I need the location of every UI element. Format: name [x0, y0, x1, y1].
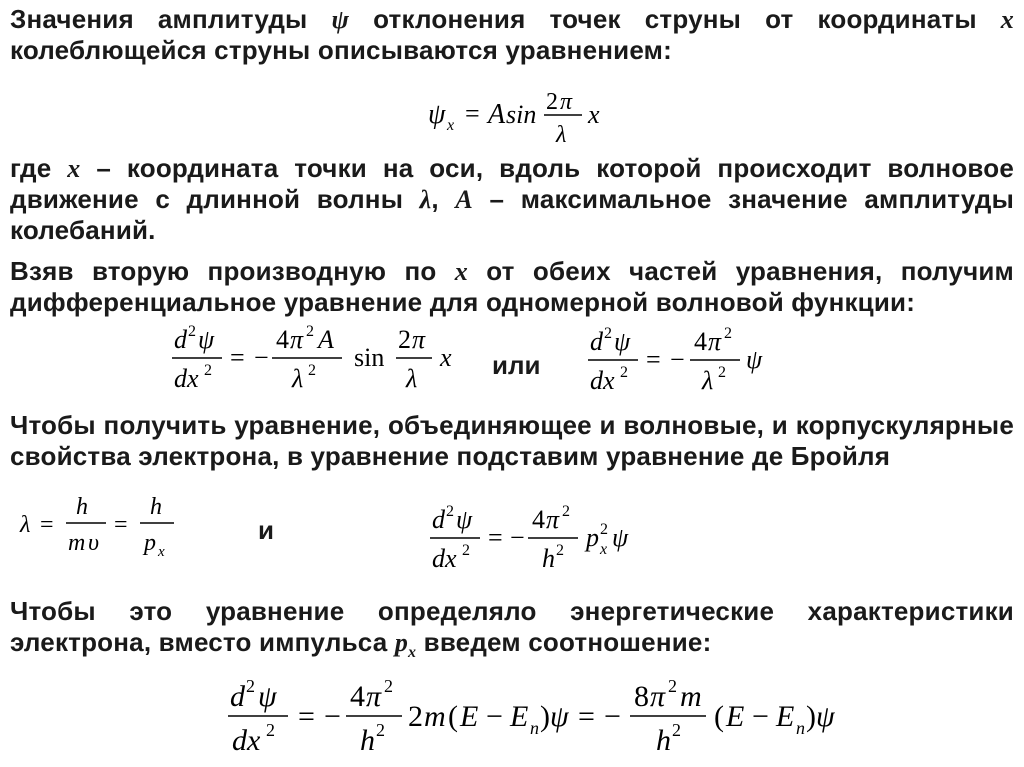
eq6-den-h: h	[360, 724, 375, 757]
eq4-equals-1: =	[40, 512, 54, 538]
eq2-num-sup2: 2	[188, 323, 196, 340]
eq4-den-m: m	[68, 530, 86, 556]
eq3-num-psi: ψ	[614, 327, 631, 356]
eq6-num-pi: π	[366, 680, 382, 713]
lambda-symbol: λ	[419, 185, 432, 214]
eq3-den-lambda: λ	[702, 366, 714, 395]
eq1-A: A	[488, 99, 506, 130]
and-word: и	[258, 515, 274, 545]
eq2-equals: =	[230, 343, 245, 372]
eq3-num-d: d	[590, 327, 603, 356]
eq4-den-v: υ	[88, 530, 100, 556]
p1-text-b: отклонения точек струны от координаты	[349, 4, 1001, 34]
equation-second-derivative-sin	[168, 318, 468, 398]
eq3-num-pi: π	[708, 327, 722, 356]
eq3-num-pi-sup2: 2	[724, 325, 732, 342]
eq6-den-sup2b: 2	[376, 720, 385, 740]
eq2-sin: sin	[354, 343, 385, 372]
eq4-den-sub-x: x	[158, 544, 165, 560]
eq3-den-sup2b: 2	[718, 364, 726, 381]
eq6-E-b: E	[726, 700, 745, 733]
eq6-E: E	[460, 700, 479, 733]
eq5-psi: ψ	[612, 523, 629, 552]
eq2-den-dx: dx	[174, 364, 199, 393]
eq6-den-sup2c: 2	[672, 720, 681, 740]
eq2-minus: −	[254, 343, 269, 372]
p3-text-a: Взяв вторую производную по	[10, 256, 455, 286]
eq6-rpar-2: )	[806, 700, 816, 733]
eq5-den-h: h	[542, 544, 555, 573]
eq6-minus-3: −	[604, 700, 621, 733]
paragraph-coordinate-explanation	[10, 153, 1014, 246]
eq6-minus-1: −	[324, 700, 341, 733]
eq6-num-pi-sup2b: 2	[668, 676, 677, 696]
eq6-num-m: m	[680, 680, 702, 713]
eq5-num-psi: ψ	[456, 505, 473, 534]
eq2-num-pi: π	[290, 325, 304, 354]
eq6-num-pi-sup2: 2	[384, 676, 393, 696]
eq2-num-psi: ψ	[198, 325, 215, 354]
eq6-equals-2: =	[578, 700, 595, 733]
eq1-num-2: 2	[546, 89, 558, 115]
eq6-den-dx: dx	[232, 724, 261, 757]
equation-energy-form	[226, 672, 876, 764]
eq1-sin: sin	[506, 100, 537, 129]
eq6-E-n-b: E	[776, 700, 795, 733]
paragraph-string-amplitude	[10, 4, 1014, 66]
eq5-p-sup2: 2	[600, 521, 608, 538]
eq5-equals: =	[488, 523, 503, 552]
eq3-num-4: 4	[694, 327, 707, 356]
eq5-num-d: d	[432, 505, 445, 534]
eq2-num-d: d	[174, 325, 187, 354]
equation-momentum-form	[428, 498, 648, 578]
A-symbol: A	[455, 185, 473, 214]
eq5-num-sup2: 2	[446, 503, 454, 520]
eq6-den-h-b: h	[656, 724, 671, 757]
p5-text-a: Чтобы это уравнение определяло энергетические характеристики электрона, вместо импульса	[10, 596, 1014, 657]
eq5-den-sup2: 2	[462, 542, 470, 559]
eq5-num-4: 4	[532, 505, 545, 534]
eq4-den-p: p	[144, 530, 156, 556]
eq6-psi-2: ψ	[816, 700, 835, 733]
eq5-den-dx: dx	[432, 544, 457, 573]
eq6-num-d: d	[230, 680, 245, 713]
x-symbol: x	[454, 257, 468, 286]
paragraph-de-broglie	[10, 410, 1014, 472]
eq5-minus: −	[510, 523, 525, 552]
eq2-num-A: A	[318, 325, 334, 354]
eq6-den-sup2: 2	[266, 720, 275, 740]
p-sub-x: x	[408, 644, 417, 662]
eq2-den-sup2: 2	[204, 362, 212, 379]
eq6-num-psi: ψ	[258, 680, 277, 713]
eq2-num-2: 2	[398, 325, 411, 354]
eq6-num-sup2: 2	[246, 676, 255, 696]
eq3-psi: ψ	[746, 345, 763, 374]
eq6-psi-1: ψ	[550, 700, 569, 733]
eq6-lpar-2: (	[714, 700, 724, 733]
eq2-x: x	[440, 343, 452, 372]
eq6-m: m	[424, 700, 446, 733]
eq5-p: p	[586, 523, 599, 552]
eq1-num-pi: π	[560, 89, 573, 115]
eq4-equals-2: =	[114, 512, 128, 538]
p4-text: Чтобы получить уравнение, объединяющее и волновые, и корпускулярные свойства электрона, в уравнение подставим уравнение де Бройля	[10, 410, 1014, 471]
paragraph-energy	[10, 596, 1014, 668]
eq1-den-lambda: λ	[556, 122, 567, 148]
eq1-equals: =	[465, 99, 480, 128]
eq6-rpar-1: )	[540, 700, 550, 733]
eq5-den-sup2b: 2	[556, 542, 564, 559]
eq3-equals: =	[646, 345, 661, 374]
p2-text-d: – максимальное значение амплитуды колебаний.	[10, 184, 1014, 245]
eq1-psi: ψ	[428, 99, 446, 130]
eq3-minus: −	[670, 345, 685, 374]
eq5-num-pi-sup2: 2	[562, 503, 570, 520]
eq6-E-n: E	[510, 700, 529, 733]
eq2-den-lambda: λ	[292, 364, 304, 393]
equation-second-derivative-psi	[584, 320, 784, 400]
eq6-num-pi-b: π	[650, 680, 666, 713]
equation-de-broglie	[12, 490, 182, 570]
eq3-num-sup2: 2	[604, 325, 612, 342]
x-symbol: x	[67, 154, 81, 183]
eq2-num-pi-sup2: 2	[306, 323, 314, 340]
p-symbol: p	[394, 628, 409, 657]
psi-symbol: ψ	[331, 5, 350, 34]
p1-text-c: колеблющейся струны описываются уравнением:	[10, 35, 672, 65]
eq6-sub-n-b: n	[796, 718, 805, 738]
p3-text-b: от обеих частей уравнения, получим дифференциальное уравнение для одномерной волновой функции:	[10, 256, 1014, 317]
eq3-den-sup2: 2	[620, 364, 628, 381]
eq4-num-h-2: h	[150, 494, 162, 520]
eq6-num-8: 8	[634, 680, 649, 713]
p5-text-b: введем соотношение:	[416, 627, 712, 657]
eq6-lpar-1: (	[448, 700, 458, 733]
equation-wave-amplitude	[420, 82, 620, 152]
eq1-sub-x: x	[447, 117, 455, 134]
eq4-num-h-1: h	[76, 494, 88, 520]
eq4-lambda: λ	[20, 512, 31, 538]
eq1-x: x	[588, 100, 600, 129]
p1-text-a: Значения амплитуды	[10, 4, 332, 34]
eq2-num-4: 4	[276, 325, 289, 354]
paragraph-second-derivative	[10, 256, 1014, 318]
eq2-num-pi-b: π	[412, 325, 426, 354]
eq6-minus-4: −	[752, 700, 769, 733]
eq6-minus-2: −	[486, 700, 503, 733]
eq6-num-4: 4	[350, 680, 365, 713]
x-symbol: x	[1000, 5, 1014, 34]
or-word: или	[492, 350, 541, 380]
eq5-num-pi: π	[546, 505, 560, 534]
p2-text-a: где	[10, 153, 68, 183]
eq6-equals-1: =	[298, 700, 315, 733]
p2-text-b: – координата точки на оси, вдоль которой происходит волновое движение с длинной волны	[10, 153, 1014, 214]
eq3-den-dx: dx	[590, 366, 615, 395]
p2-text-c: ,	[431, 184, 456, 214]
eq5-p-sub-x: x	[600, 541, 608, 558]
eq2-den-lambda-b: λ	[406, 364, 418, 393]
eq6-two: 2	[408, 700, 423, 733]
eq6-sub-n: n	[530, 718, 539, 738]
eq2-den-sup2b: 2	[308, 362, 316, 379]
